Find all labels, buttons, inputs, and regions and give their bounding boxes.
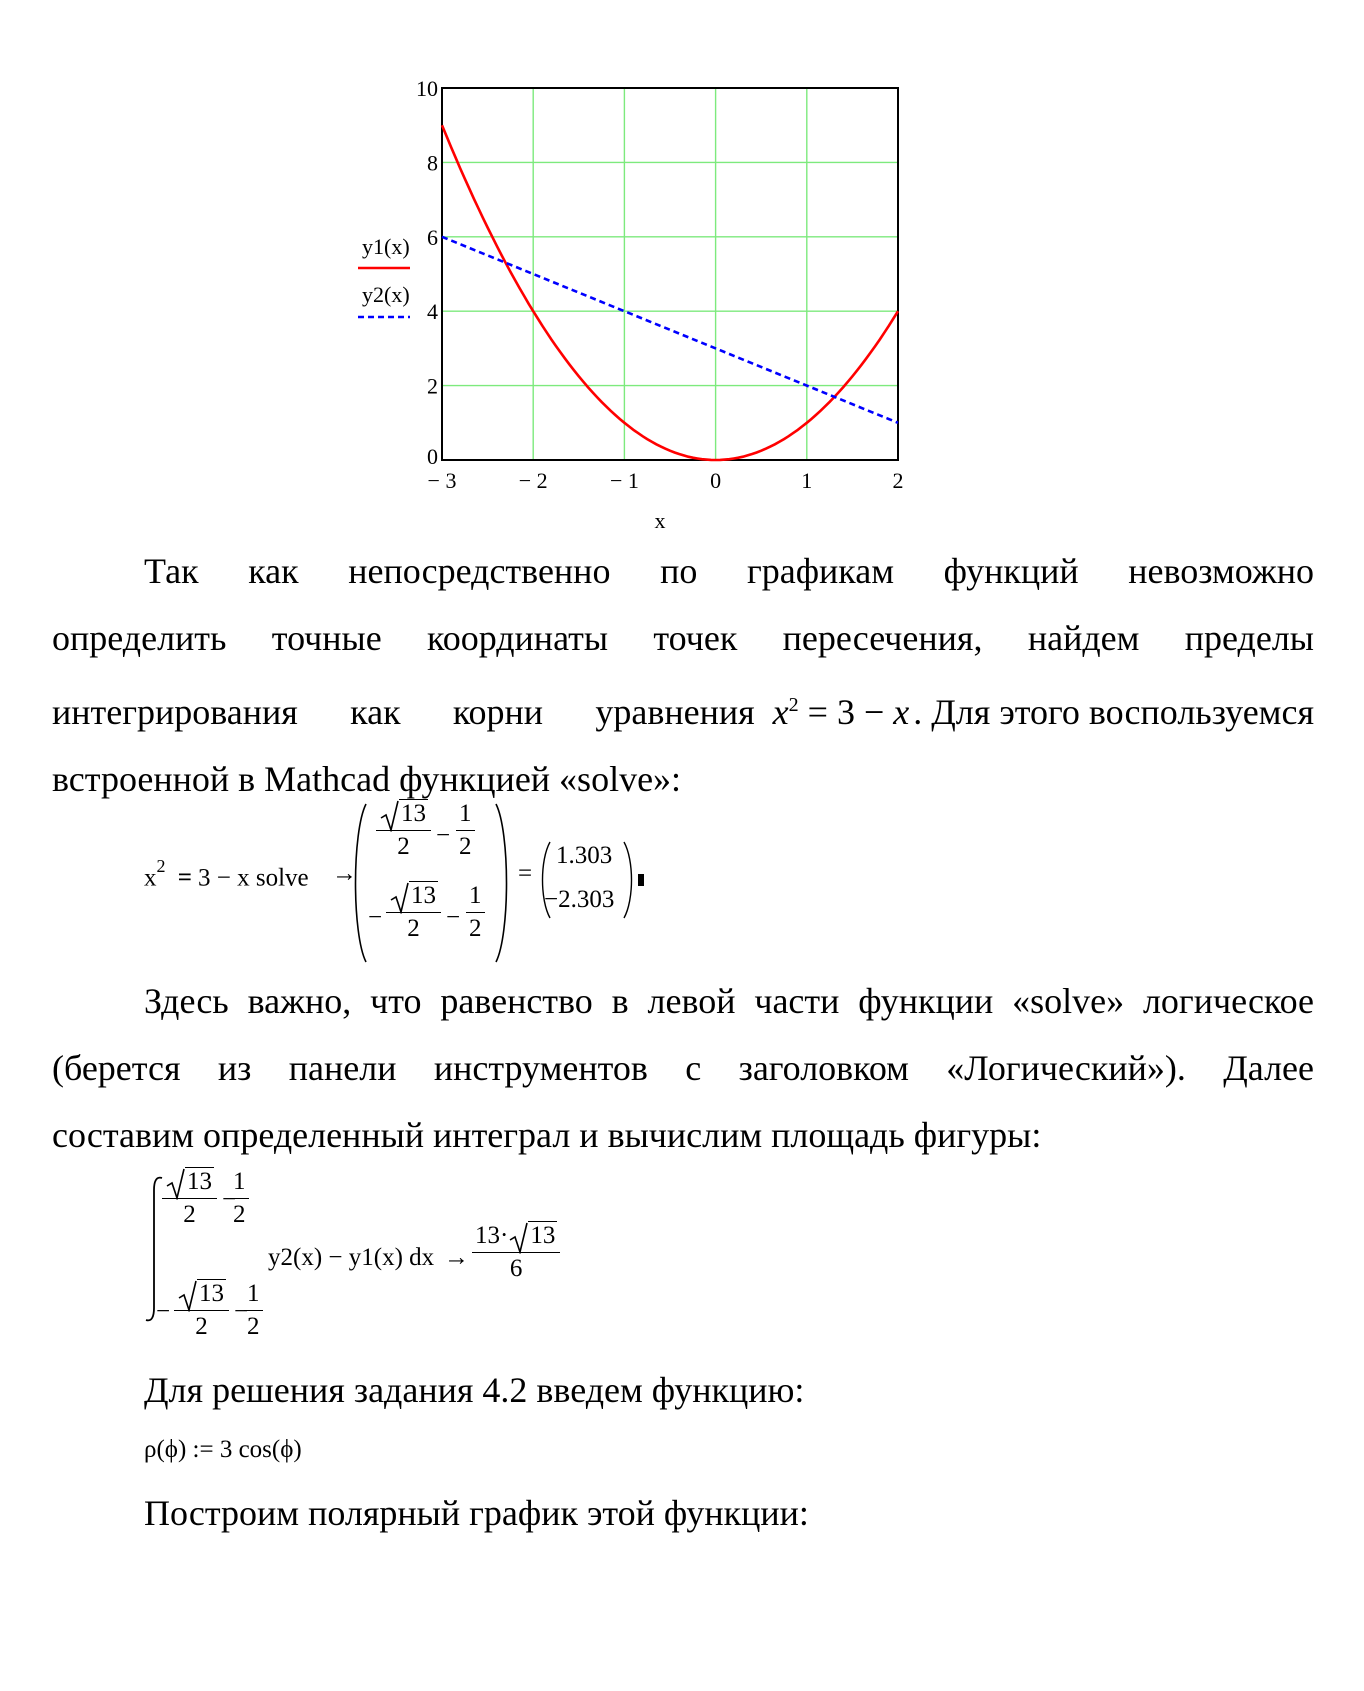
series-y2-line xyxy=(442,237,898,423)
y-tick-label: 6 xyxy=(427,224,438,250)
x-tick-label: − 3 xyxy=(427,468,457,493)
neg-sqrt13-over-2: $\frac{13}{2}$ xyxy=(386,882,441,943)
word: невозможно xyxy=(1128,551,1314,591)
left-paren xyxy=(350,802,370,964)
word: графикам xyxy=(746,551,895,591)
paragraph-logical xyxy=(52,968,1314,1169)
sqrt13-over-2: $\frac{13}{2}$ xyxy=(376,800,431,861)
legend-label-y2: y2(x) xyxy=(362,282,410,307)
inline-equation: $x^2 = 3 - x$ xyxy=(772,692,910,732)
paragraph-line-3-start xyxy=(52,679,755,746)
y-tick-label: 0 xyxy=(427,444,438,469)
lower-limit-half: $\frac{1}{2}$ xyxy=(244,1280,263,1341)
paragraph-intersection xyxy=(52,538,1314,813)
word: функций xyxy=(943,551,1079,591)
x-tick-label: − 1 xyxy=(609,468,639,493)
paragraph-line-1: Здесь важно, что равенство в левой части функции «solve» логическое xyxy=(144,981,1314,1021)
paragraph-line-3 xyxy=(52,672,1314,746)
x-tick-label: 0 xyxy=(710,468,722,493)
word: как xyxy=(248,551,299,591)
paragraph-line-4: встроенной в Mathcad функцией «solve»: xyxy=(52,759,682,799)
paragraph-line-3: составим определенный интеграл и вычислим площадь фигуры: xyxy=(52,1115,1042,1155)
word: уравнения xyxy=(595,692,755,732)
lower-limit-sqrt: $\frac{13}{2}$ xyxy=(174,1280,229,1341)
word: Так xyxy=(144,551,199,591)
word: как xyxy=(350,692,401,732)
upper-limit-half: $\frac{1}{2}$ xyxy=(230,1168,249,1229)
plot-svg xyxy=(0,0,1364,580)
integral-result: 13· 13 6 xyxy=(472,1222,560,1283)
y-tick-label: 2 xyxy=(427,373,438,399)
x-axis-label: x xyxy=(654,508,666,533)
right-paren xyxy=(492,802,512,964)
paragraph-line-3-end: . Для этого воспользуемся xyxy=(913,692,1314,732)
y-tick-label: 10 xyxy=(416,76,438,101)
rho-definition: ρ(ϕ) := 3 cos(ϕ) xyxy=(144,1436,302,1463)
result-right-paren xyxy=(622,840,636,920)
x-tick-label: 1 xyxy=(801,468,813,493)
one-half: $\frac{1}{2}$ xyxy=(456,800,475,861)
paragraph-polar-plot: Построим полярный график этой функции: xyxy=(144,1493,809,1533)
paragraph-line-1 xyxy=(52,538,1314,605)
x-tick-label: − 2 xyxy=(518,468,548,493)
integral-equation: $\frac{13}{2}$ − $\frac{1}{2}$ − $\frac{13}{2}$ − $\frac{1}{2}$ y2(x) − y1(x) dx → 13· 13 6 xyxy=(140,1168,620,1348)
word: непосредственно xyxy=(348,551,611,591)
word: интегрирования xyxy=(52,692,298,732)
y-tick-label: 8 xyxy=(427,150,438,176)
upper-limit-sqrt: $\frac{13}{2}$ xyxy=(162,1168,217,1229)
word: корни xyxy=(452,692,544,732)
x-tick-label: 2 xyxy=(892,468,904,493)
legend-label-y1: y1(x) xyxy=(362,234,410,259)
paragraph-line-2: (берется из панели инструментов с заголовком «Логический»). Далее xyxy=(52,1048,1314,1088)
cursor-marker xyxy=(638,874,644,886)
series-y1-line xyxy=(442,125,898,460)
paragraph-line-2: определить точные координаты точек пересечения, найдем пределы xyxy=(52,618,1314,658)
one-half: $\frac{1}{2}$ xyxy=(466,882,485,943)
word: по xyxy=(660,551,698,591)
solve-equation: $x^2 = 3 - x$ solve → $\frac{13}{2}$ − $\frac{1}{2}$ − $\frac{13}{2}$ − $\frac{1}{2}$ = 1.303 −2.303 xyxy=(140,800,700,970)
paragraph-task-4-2: Для решения задания 4.2 введем функцию: xyxy=(144,1370,805,1410)
function-plot xyxy=(0,0,1364,580)
y-tick-label: 4 xyxy=(427,299,438,325)
